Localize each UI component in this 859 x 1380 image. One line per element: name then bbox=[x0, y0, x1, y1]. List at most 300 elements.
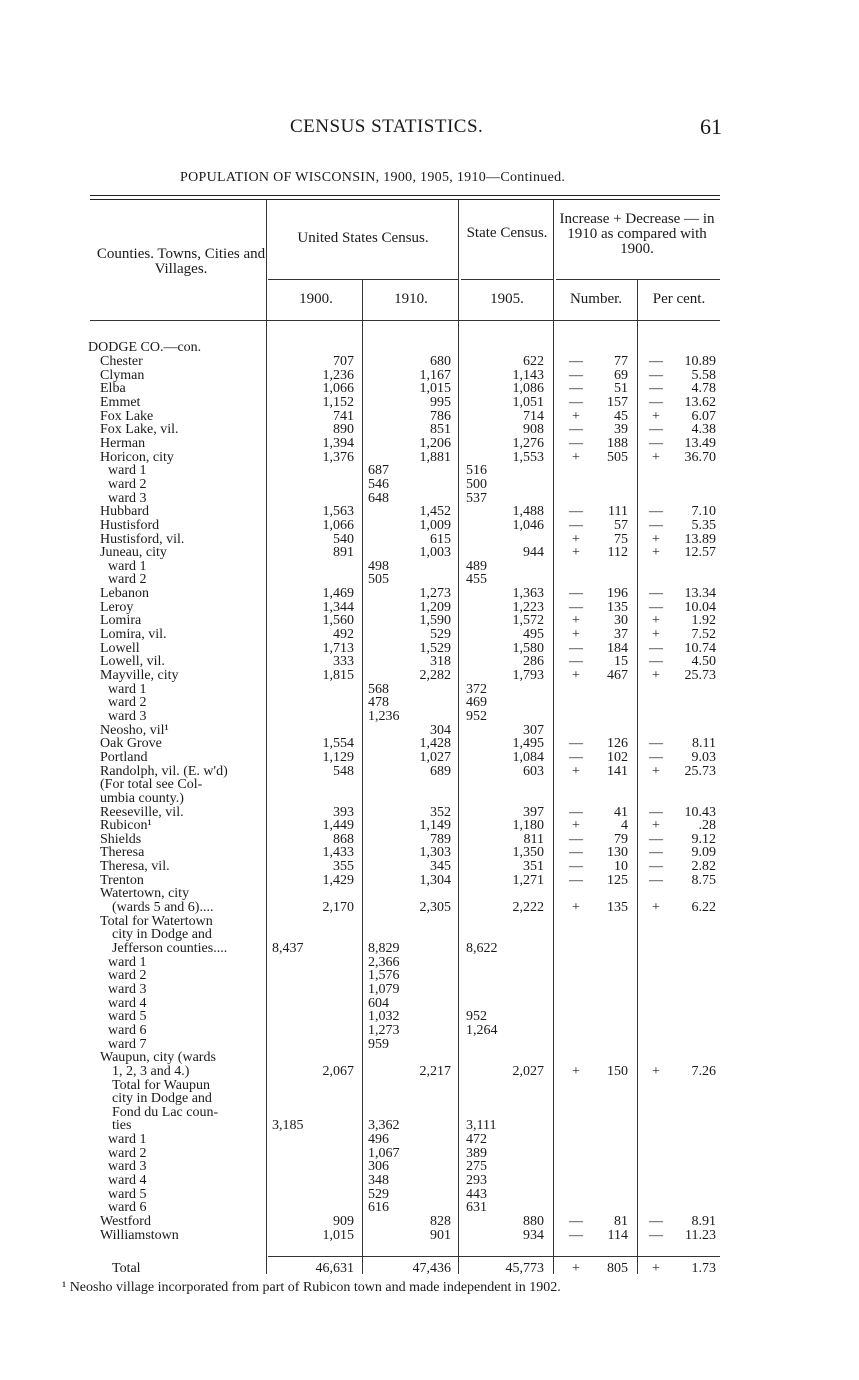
row-1910: 615 bbox=[430, 531, 451, 547]
table-row bbox=[0, 451, 859, 465]
row-number: 196 bbox=[607, 586, 628, 601]
row-sign-percent: — bbox=[649, 749, 663, 765]
row-1910: 1,003 bbox=[419, 545, 451, 561]
row-name: Trenton bbox=[100, 873, 144, 888]
table-row bbox=[0, 437, 859, 451]
row-1900: 3,185 bbox=[272, 1118, 304, 1134]
row-name: Emmet bbox=[100, 395, 141, 410]
row-name: Chester bbox=[100, 355, 143, 369]
table-row bbox=[0, 1229, 859, 1243]
row-1910: 496 bbox=[368, 1132, 389, 1148]
row-1910: 851 bbox=[430, 422, 451, 438]
row-name: Fox Lake, vil. bbox=[100, 423, 179, 438]
row-number: 130 bbox=[607, 845, 628, 861]
row-1910: 345 bbox=[430, 859, 451, 874]
row-sign-number: — bbox=[569, 1214, 583, 1229]
row-1900: 1,469 bbox=[322, 586, 354, 601]
row-name: ward 6 bbox=[108, 1201, 147, 1216]
row-1900: 1,344 bbox=[322, 599, 354, 615]
row-1910: 1,167 bbox=[419, 367, 451, 383]
row-percent: 11.23 bbox=[685, 1227, 716, 1243]
row-sign-number: — bbox=[569, 872, 583, 888]
row-name: (For total see Col- bbox=[100, 778, 203, 793]
row-sign-percent: — bbox=[649, 422, 663, 438]
row-1910: 568 bbox=[368, 681, 389, 697]
row-1910: 8,829 bbox=[368, 941, 400, 956]
row-name: Portland bbox=[100, 750, 148, 765]
row-1905: 293 bbox=[466, 1173, 487, 1188]
row-1910: 1,428 bbox=[419, 736, 451, 752]
row-percent: 13.62 bbox=[684, 394, 716, 410]
row-1905: 1,350 bbox=[512, 845, 544, 861]
row-name: ward 3 bbox=[108, 982, 147, 997]
row-1900: 393 bbox=[333, 804, 354, 820]
total-rule bbox=[268, 1256, 720, 1257]
table-row bbox=[0, 1079, 859, 1093]
row-1910: 529 bbox=[430, 627, 451, 642]
row-sign-percent: — bbox=[649, 367, 663, 383]
row-1905: 495 bbox=[523, 627, 544, 642]
table-row bbox=[0, 1215, 859, 1229]
row-sign-number: — bbox=[569, 599, 583, 615]
col-header-state-census: State Census. bbox=[466, 225, 548, 241]
row-1900: 2,067 bbox=[322, 1063, 354, 1079]
col-header-us-census: United States Census. bbox=[297, 230, 429, 246]
row-percent: 1.92 bbox=[691, 613, 716, 629]
row-number: 69 bbox=[614, 367, 628, 383]
row-name: Juneau, city bbox=[100, 546, 167, 561]
row-name: ties bbox=[112, 1119, 132, 1134]
row-1910: 2,305 bbox=[419, 900, 451, 915]
row-percent: 13.89 bbox=[684, 531, 716, 547]
row-1900: 891 bbox=[333, 545, 354, 561]
row-percent: 7.52 bbox=[691, 627, 716, 642]
header-divider-increase bbox=[556, 279, 720, 280]
row-number: 141 bbox=[607, 763, 628, 779]
row-sign-number: + bbox=[572, 531, 580, 547]
row-name: Lowell bbox=[100, 641, 140, 656]
table-row bbox=[0, 765, 859, 779]
top-rule bbox=[90, 195, 720, 196]
row-1910: 1,273 bbox=[419, 586, 451, 601]
row-1910: 1,206 bbox=[419, 435, 451, 451]
row-1900: 2,170 bbox=[322, 900, 354, 915]
row-1905: 1,363 bbox=[512, 586, 544, 601]
row-1905: 537 bbox=[466, 490, 487, 506]
row-1900: 1,066 bbox=[322, 381, 354, 397]
row-number: 102 bbox=[607, 749, 628, 765]
row-name: ward 1 bbox=[108, 682, 147, 697]
row-1905: 714 bbox=[523, 408, 544, 424]
table-row bbox=[0, 860, 859, 874]
row-1900: 355 bbox=[333, 859, 354, 874]
row-1900: 741 bbox=[333, 408, 354, 424]
row-sign-percent: — bbox=[649, 640, 663, 656]
row-number: 30 bbox=[614, 613, 628, 629]
row-percent: 25.73 bbox=[684, 668, 716, 683]
row-percent: 4.38 bbox=[691, 422, 716, 438]
row-1910: 1,576 bbox=[368, 968, 400, 984]
table-row bbox=[0, 519, 859, 533]
row-sign-number: + bbox=[572, 449, 580, 465]
row-number: 15 bbox=[614, 654, 628, 670]
table-row bbox=[0, 751, 859, 765]
table-row bbox=[0, 901, 859, 915]
row-1910: 304 bbox=[430, 722, 451, 738]
row-1910: 828 bbox=[430, 1214, 451, 1229]
row-1900: 1,449 bbox=[322, 818, 354, 834]
row-number: 51 bbox=[614, 381, 628, 397]
row-percent: 9.09 bbox=[691, 845, 716, 861]
row-1905: 1,084 bbox=[512, 749, 544, 765]
row-1900: 909 bbox=[333, 1214, 354, 1229]
table-row bbox=[0, 1174, 859, 1188]
row-name: (wards 5 and 6).... bbox=[112, 901, 214, 915]
header-divider-state bbox=[461, 279, 553, 280]
row-1905: 489 bbox=[466, 558, 487, 574]
row-percent: 4.50 bbox=[691, 654, 716, 670]
row-name: Waupun, city (wards bbox=[100, 1051, 216, 1066]
row-sign-percent: — bbox=[649, 831, 663, 847]
row-1900: 1,066 bbox=[322, 517, 354, 533]
table-row bbox=[0, 792, 859, 806]
row-1910: 1,881 bbox=[419, 449, 451, 465]
row-sign-number: — bbox=[569, 517, 583, 533]
row-percent: 10.43 bbox=[684, 804, 716, 820]
table-row bbox=[0, 355, 859, 369]
row-number: 57 bbox=[614, 517, 628, 533]
row-percent: 8.11 bbox=[692, 736, 716, 752]
top-rule-2 bbox=[90, 199, 720, 200]
row-1910: 1,079 bbox=[368, 981, 400, 997]
row-name: Herman bbox=[100, 436, 146, 451]
row-sign-percent: — bbox=[649, 736, 663, 752]
table-row bbox=[0, 478, 859, 492]
total-number: 805 bbox=[607, 1261, 628, 1276]
row-sign-percent: — bbox=[649, 381, 663, 397]
row-percent: 8.75 bbox=[691, 872, 716, 888]
total-row bbox=[0, 1262, 859, 1276]
row-1910: 616 bbox=[368, 1200, 389, 1216]
table-row bbox=[0, 997, 859, 1011]
row-name: Reeseville, vil. bbox=[100, 805, 184, 820]
row-1905: 1,086 bbox=[512, 381, 544, 397]
table-row bbox=[0, 1119, 859, 1133]
row-name: ward 2 bbox=[108, 969, 147, 984]
row-1910: 1,015 bbox=[419, 381, 451, 397]
row-name: ward 1 bbox=[108, 1133, 147, 1148]
row-number: 41 bbox=[614, 804, 628, 820]
row-1905: 880 bbox=[523, 1214, 544, 1229]
table-row bbox=[0, 874, 859, 888]
row-1910: 648 bbox=[368, 490, 389, 506]
row-percent: 5.58 bbox=[691, 367, 716, 383]
row-sign-percent: — bbox=[649, 517, 663, 533]
row-sign-percent: — bbox=[649, 804, 663, 820]
row-percent: 9.03 bbox=[691, 749, 716, 765]
row-sign-percent: — bbox=[649, 354, 663, 369]
row-sign-number: + bbox=[572, 900, 580, 915]
row-sign-percent: + bbox=[652, 449, 660, 465]
row-1900: 1,433 bbox=[322, 845, 354, 861]
row-sign-number: — bbox=[569, 831, 583, 847]
row-sign-number: — bbox=[569, 736, 583, 752]
row-1905: 1,793 bbox=[512, 668, 544, 683]
row-percent: 9.12 bbox=[691, 831, 716, 847]
row-1900: 868 bbox=[333, 831, 354, 847]
row-sign-number: + bbox=[572, 613, 580, 629]
row-1910: 687 bbox=[368, 463, 389, 479]
row-sign-number: + bbox=[572, 408, 580, 424]
row-sign-number: — bbox=[569, 586, 583, 601]
footnote: ¹ Neosho village incorporated from part of Rubicon town and made independent in 1902. bbox=[62, 1280, 561, 1295]
row-1910: 2,217 bbox=[419, 1063, 451, 1079]
row-1900: 1,429 bbox=[322, 872, 354, 888]
row-name: Westford bbox=[100, 1215, 151, 1229]
row-1900: 1,376 bbox=[322, 449, 354, 465]
col-header-number: Number. bbox=[569, 291, 623, 307]
row-number: 467 bbox=[607, 668, 628, 683]
row-1910: 1,067 bbox=[368, 1145, 400, 1161]
row-name: Fond du Lac coun- bbox=[112, 1105, 219, 1120]
col-header-counties: Counties. Towns, Cities and Villages. bbox=[96, 246, 266, 277]
table-row bbox=[0, 915, 859, 929]
table-row bbox=[0, 1106, 859, 1120]
row-percent: 10.89 bbox=[684, 354, 716, 369]
row-sign-number: + bbox=[572, 818, 580, 834]
total-percent: 1.73 bbox=[691, 1261, 716, 1276]
row-1905: 622 bbox=[523, 354, 544, 369]
row-number: 125 bbox=[607, 872, 628, 888]
row-sign-percent: — bbox=[649, 394, 663, 410]
row-1910: 505 bbox=[368, 572, 389, 588]
row-1905: 516 bbox=[466, 463, 487, 479]
row-name: Mayville, city bbox=[100, 669, 179, 683]
table-row bbox=[0, 1160, 859, 1174]
row-1905: 1,046 bbox=[512, 517, 544, 533]
row-sign-percent: + bbox=[652, 668, 660, 683]
row-number: 150 bbox=[607, 1063, 628, 1079]
row-1900: 1,236 bbox=[322, 367, 354, 383]
table-row bbox=[0, 1024, 859, 1038]
row-1910: 786 bbox=[430, 408, 451, 424]
row-name: ward 3 bbox=[108, 709, 147, 724]
row-1910: 3,362 bbox=[368, 1118, 400, 1134]
row-1900: 1,394 bbox=[322, 435, 354, 451]
row-1905: 2,027 bbox=[512, 1063, 544, 1079]
row-number: 188 bbox=[607, 435, 628, 451]
row-1905: 1,223 bbox=[512, 599, 544, 615]
row-sign-number: + bbox=[572, 763, 580, 779]
table-row bbox=[0, 669, 859, 683]
table-row bbox=[0, 464, 859, 478]
row-name: Shields bbox=[100, 832, 142, 847]
row-1905: 2,222 bbox=[512, 900, 544, 915]
row-name: ward 3 bbox=[108, 491, 147, 506]
row-sign-number: — bbox=[569, 804, 583, 820]
row-1910: 352 bbox=[430, 804, 451, 820]
total-1905: 45,773 bbox=[505, 1261, 544, 1276]
col-header-1905: 1905. bbox=[490, 291, 524, 307]
row-percent: 8.91 bbox=[691, 1214, 716, 1229]
table-row bbox=[0, 1133, 859, 1147]
row-number: 4 bbox=[621, 818, 628, 834]
row-1905: 952 bbox=[466, 708, 487, 724]
row-1905: 1,051 bbox=[512, 394, 544, 410]
row-1910: 529 bbox=[368, 1186, 389, 1202]
row-sign-percent: + bbox=[652, 408, 660, 424]
row-name: city in Dodge and bbox=[112, 1092, 212, 1107]
row-name: Total for Waupun bbox=[112, 1078, 210, 1093]
row-1905: 469 bbox=[466, 695, 487, 711]
row-number: 505 bbox=[607, 449, 628, 465]
row-name: Theresa bbox=[100, 846, 145, 861]
table-row bbox=[0, 956, 859, 970]
row-name: ward 1 bbox=[108, 955, 147, 970]
row-1910: 1,529 bbox=[419, 640, 451, 656]
row-number: 81 bbox=[614, 1214, 628, 1229]
row-1905: 1,488 bbox=[512, 504, 544, 520]
row-number: 135 bbox=[607, 900, 628, 915]
row-1905: 500 bbox=[466, 476, 487, 492]
row-1910: 1,273 bbox=[368, 1022, 400, 1038]
row-name: Oak Grove bbox=[100, 737, 162, 752]
table-row bbox=[0, 396, 859, 410]
row-1910: 995 bbox=[430, 394, 451, 410]
table-row bbox=[0, 1038, 859, 1052]
row-sign-percent: + bbox=[652, 818, 660, 834]
row-1910: 1,304 bbox=[419, 872, 451, 888]
row-1910: 1,027 bbox=[419, 749, 451, 765]
row-name: ward 2 bbox=[108, 1146, 147, 1161]
table-row bbox=[0, 560, 859, 574]
row-number: 184 bbox=[607, 640, 628, 656]
row-number: 112 bbox=[607, 545, 628, 561]
table-row bbox=[0, 969, 859, 983]
row-number: 37 bbox=[614, 627, 628, 642]
row-1905: 443 bbox=[466, 1186, 487, 1202]
row-sign-percent: — bbox=[649, 586, 663, 601]
row-sign-number: — bbox=[569, 381, 583, 397]
row-1905: 811 bbox=[523, 831, 544, 847]
row-percent: 7.26 bbox=[691, 1063, 716, 1079]
row-1910: 2,366 bbox=[368, 954, 400, 970]
col-header-increase: Increase + Decrease — in 1910 as compared with 1900. bbox=[559, 211, 715, 257]
row-1900: 1,015 bbox=[322, 1227, 354, 1243]
row-name: ward 5 bbox=[108, 1010, 147, 1025]
row-1900: 548 bbox=[333, 763, 354, 779]
table-row bbox=[0, 546, 859, 560]
row-percent: 13.49 bbox=[684, 435, 716, 451]
row-name: Williamstown bbox=[100, 1228, 179, 1243]
row-name: ward 6 bbox=[108, 1023, 147, 1038]
row-name: Fox Lake bbox=[100, 409, 154, 424]
row-number: 135 bbox=[607, 599, 628, 615]
row-1905: 908 bbox=[523, 422, 544, 438]
total-1910: 47,436 bbox=[412, 1261, 451, 1276]
row-1905: 372 bbox=[466, 681, 487, 697]
row-sign-number: + bbox=[572, 627, 580, 642]
row-name: 1, 2, 3 and 4.) bbox=[112, 1064, 190, 1079]
row-name: Randolph, vil. (E. w'd) bbox=[100, 764, 228, 779]
row-sign-percent: + bbox=[652, 1063, 660, 1079]
row-1910: 306 bbox=[368, 1159, 389, 1175]
row-1905: 286 bbox=[523, 654, 544, 670]
row-1910: 546 bbox=[368, 476, 389, 492]
row-name: Leroy bbox=[100, 600, 134, 615]
table-row bbox=[0, 710, 859, 724]
col-header-1910: 1910. bbox=[394, 291, 428, 307]
table-row bbox=[0, 683, 859, 697]
table-row bbox=[0, 928, 859, 942]
row-name: umbia county.) bbox=[100, 791, 184, 806]
county-heading-row bbox=[0, 341, 859, 355]
col-header-percent: Per cent. bbox=[652, 291, 706, 307]
row-sign-percent: — bbox=[649, 599, 663, 615]
row-1905: 455 bbox=[466, 572, 487, 588]
row-sign-number: — bbox=[569, 394, 583, 410]
row-number: 77 bbox=[614, 354, 628, 369]
row-number: 45 bbox=[614, 408, 628, 424]
table-row bbox=[0, 587, 859, 601]
row-sign-percent: + bbox=[652, 613, 660, 629]
row-name: Horicon, city bbox=[100, 450, 174, 465]
col-header-1900: 1900. bbox=[299, 291, 333, 307]
row-1905: 275 bbox=[466, 1159, 487, 1175]
row-name: Hustisford bbox=[100, 518, 160, 533]
table-row bbox=[0, 983, 859, 997]
row-sign-percent: — bbox=[649, 859, 663, 874]
row-1905: 1,553 bbox=[512, 449, 544, 465]
row-1900: 540 bbox=[333, 531, 354, 547]
total-1900: 46,631 bbox=[315, 1261, 354, 1276]
row-sign-number: — bbox=[569, 435, 583, 451]
row-sign-percent: — bbox=[649, 1227, 663, 1243]
row-percent: 2.82 bbox=[691, 859, 716, 874]
row-name: ward 2 bbox=[108, 477, 147, 492]
row-1905: 1,572 bbox=[512, 613, 544, 629]
row-percent: 6.22 bbox=[691, 900, 716, 915]
row-1905: 952 bbox=[466, 1009, 487, 1025]
row-1910: 318 bbox=[430, 654, 451, 670]
row-1905: 8,622 bbox=[466, 941, 498, 956]
row-percent: 13.34 bbox=[684, 586, 716, 601]
row-1910: 1,149 bbox=[419, 818, 451, 834]
row-number: 39 bbox=[614, 422, 628, 438]
row-percent: .28 bbox=[698, 818, 716, 834]
row-sign-number: — bbox=[569, 354, 583, 369]
row-name: city in Dodge and bbox=[112, 928, 212, 943]
row-sign-percent: + bbox=[652, 900, 660, 915]
row-1905: 603 bbox=[523, 763, 544, 779]
row-number: 10 bbox=[614, 859, 628, 874]
row-percent: 7.10 bbox=[691, 504, 716, 520]
table-row bbox=[0, 1010, 859, 1024]
row-sign-number: — bbox=[569, 859, 583, 874]
row-name: Rubicon¹ bbox=[100, 819, 152, 834]
row-sign-percent: + bbox=[652, 545, 660, 561]
row-sign-number: — bbox=[569, 1227, 583, 1243]
row-sign-number: — bbox=[569, 367, 583, 383]
row-1900: 1,815 bbox=[322, 668, 354, 683]
row-1905: 1,264 bbox=[466, 1022, 498, 1038]
row-1910: 1,590 bbox=[419, 613, 451, 629]
row-1905: 631 bbox=[466, 1200, 487, 1216]
row-1900: 1,560 bbox=[322, 613, 354, 629]
row-1905: 472 bbox=[466, 1132, 487, 1148]
row-name: Jefferson counties.... bbox=[112, 942, 228, 956]
table-row bbox=[0, 942, 859, 956]
